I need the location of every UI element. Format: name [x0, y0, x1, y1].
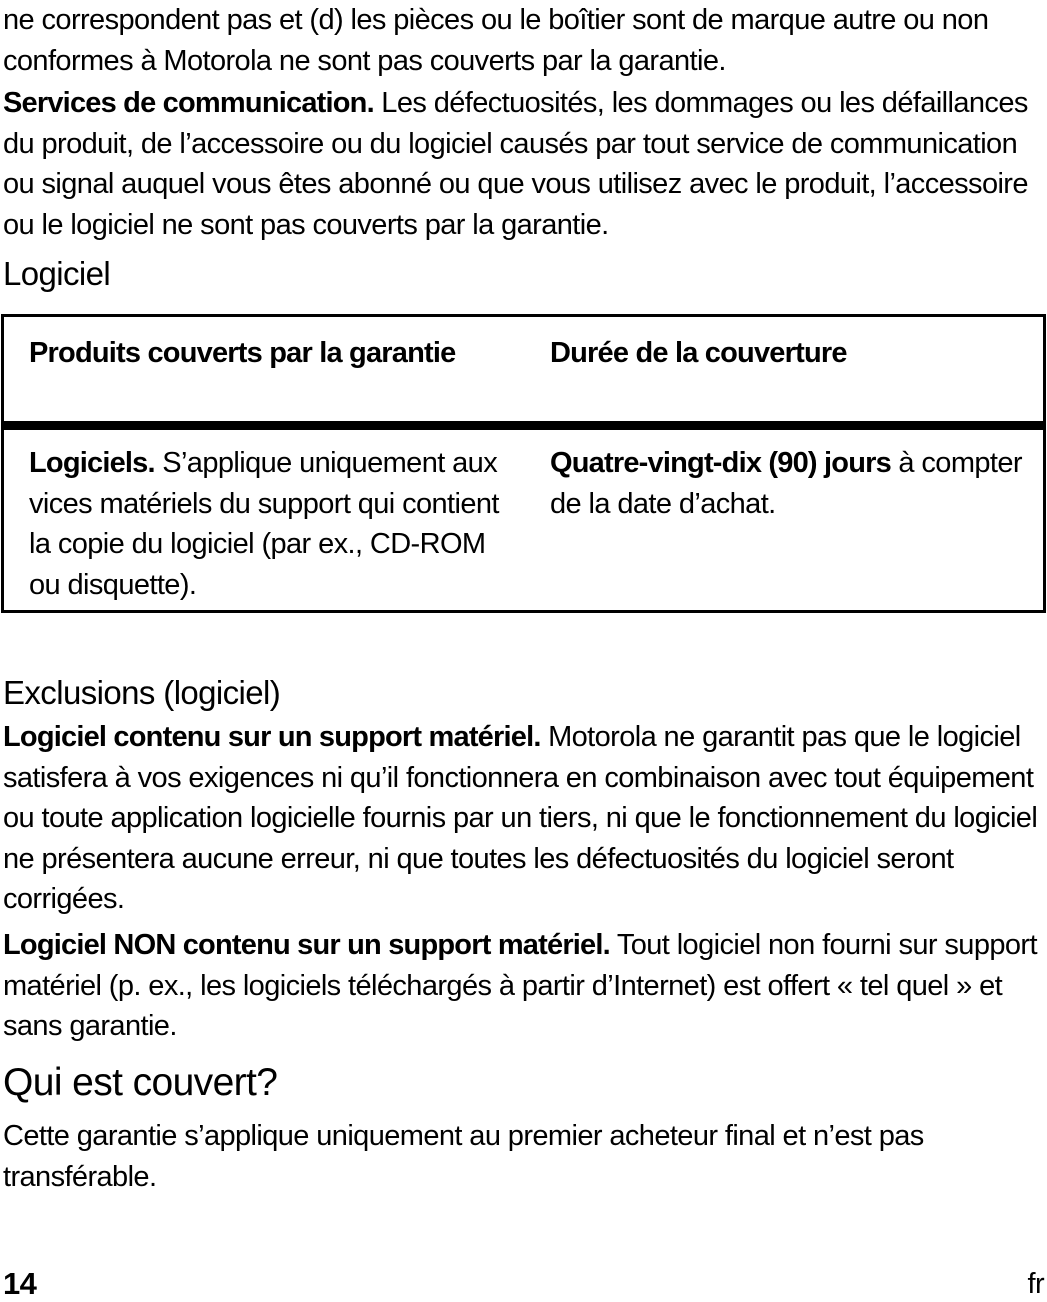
row-duration-title: Quatre-vingt-dix (90) jours	[550, 447, 891, 479]
table-header	[4, 317, 1043, 430]
exclusion-1-title: Logiciel contenu sur un support matériel.	[3, 721, 541, 753]
header-products: Produits couverts par la garantie	[29, 337, 456, 369]
page-number: 14	[3, 1266, 37, 1301]
row-products-text: S’applique uniquement aux vices matériels du support qui contient la copie du logiciel (par ex., CD-ROM ou disquette).	[29, 447, 499, 601]
exclusions-heading: Exclusions (logiciel)	[3, 674, 281, 711]
table-row	[4, 430, 1043, 610]
header-duration: Durée de la couverture	[550, 337, 847, 369]
exclusion-1-text: Motorola ne garantit pas que le logiciel satisfera à vos exigences ni qu’il fonctionnera en combinaison avec tout équipement ou toute application logicielle fournis par un tiers, ni que le fonctionnement du logiciel ne présentera aucune erreur, ni que toutes les défectuosités du logiciel seront corrigées.	[3, 721, 1038, 915]
logiciel-heading: Logiciel	[3, 255, 111, 292]
exclusion-2-paragraph	[3, 925, 1047, 1047]
row-duration	[550, 443, 1030, 524]
row-products	[29, 443, 509, 605]
exclusion-2-text: Tout logiciel non fourni sur support matériel (p. ex., les logiciels téléchargés à partir d’Internet) est offert « tel quel » et sans garantie.	[3, 929, 1037, 1042]
intro-paragraph: ne correspondent pas et (d) les pièces ou le boîtier sont de marque autre ou non conformes à Motorola ne sont pas couverts par la garantie.	[3, 4, 989, 77]
communication-title: Services de communication.	[3, 87, 374, 119]
row-products-title: Logiciels.	[29, 447, 155, 479]
exclusion-1-paragraph	[3, 717, 1047, 920]
qui-heading: Qui est couvert?	[3, 1061, 278, 1104]
communication-text: Les défectuosités, les dommages ou les défaillances du produit, de l’accessoire ou du logiciel causés par tout service de communication ou signal auquel vous êtes abonné ou que vous utilisez avec le produit, l’accessoire ou le logiciel ne sont pas couverts par la garantie.	[3, 87, 1028, 241]
row-duration-text: à compter de la date d’achat.	[550, 447, 1022, 520]
language-code: fr	[1027, 1268, 1044, 1300]
exclusion-2-title: Logiciel NON contenu sur un support matériel.	[3, 929, 610, 961]
coverage-table	[1, 314, 1046, 613]
communication-paragraph	[3, 83, 1047, 245]
qui-paragraph: Cette garantie s’applique uniquement au premier acheteur final et n’est pas transférable.	[3, 1120, 924, 1193]
